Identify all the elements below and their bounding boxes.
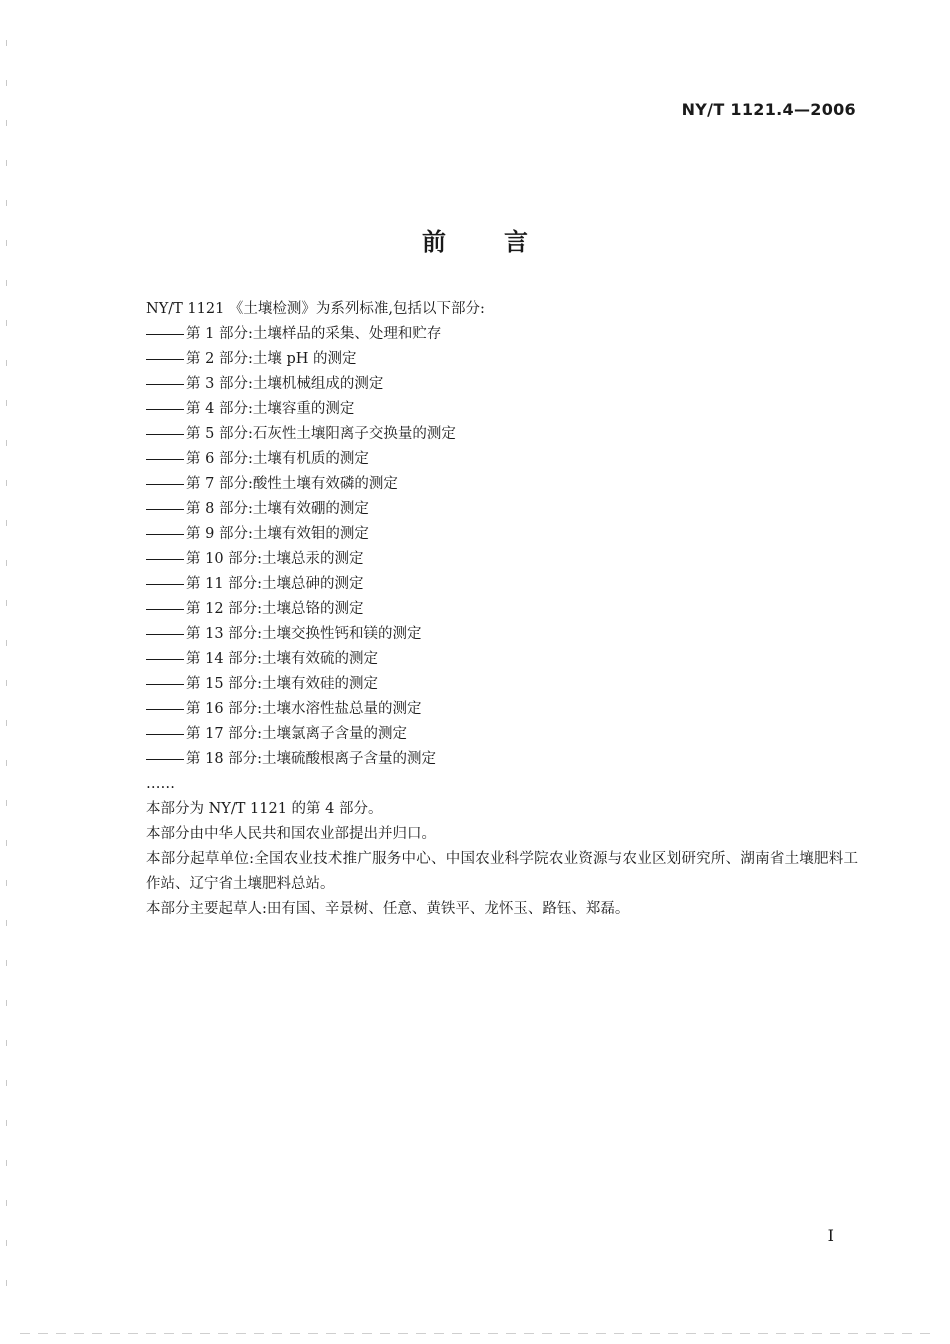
list-item [113, 522, 858, 547]
list-item [113, 697, 858, 722]
list-item [113, 372, 858, 397]
part-label: 第 16 部分:土壤水溶性盐总量的测定 [186, 701, 422, 717]
dash-mark [146, 334, 184, 335]
part-label: 第 2 部分:土壤 pH 的测定 [186, 351, 357, 367]
part-label: 第 5 部分:石灰性土壤阳离子交换量的测定 [186, 426, 456, 442]
list-item [113, 622, 858, 647]
dash-mark [146, 384, 184, 385]
page-number: I [827, 1226, 834, 1245]
list-item [113, 422, 858, 447]
part-label: 第 15 部分:土壤有效硅的测定 [186, 676, 379, 692]
list-item [113, 672, 858, 697]
list-item [113, 722, 858, 747]
list-item [113, 447, 858, 472]
list-item [113, 347, 858, 372]
dash-mark [146, 759, 184, 760]
dash-mark [146, 659, 184, 660]
dash-mark [146, 534, 184, 535]
dash-mark [146, 734, 184, 735]
dash-mark [146, 609, 184, 610]
part-of-statement: 本部分为 NY/T 1121 的第 4 部分。 [146, 801, 383, 817]
part-label: 第 9 部分:土壤有效钼的测定 [186, 526, 369, 542]
drafters-statement: 本部分主要起草人:田有国、辛景树、任意、黄铁平、龙怀玉、路钰、郑磊。 [146, 901, 630, 917]
list-item [113, 747, 858, 772]
part-label: 第 12 部分:土壤总铬的测定 [186, 601, 364, 617]
proposed-by-statement: 本部分由中华人民共和国农业部提出并归口。 [146, 826, 436, 842]
dash-mark [146, 684, 184, 685]
dash-mark [146, 459, 184, 460]
part-label: 第 17 部分:土壤氯离子含量的测定 [186, 726, 408, 742]
foreword-body [113, 297, 858, 922]
list-item [113, 647, 858, 672]
dash-mark [146, 434, 184, 435]
list-item [113, 547, 858, 572]
standard-number: NY/T 1121.4—2006 [681, 100, 856, 119]
list-item [113, 497, 858, 522]
part-label: 第 6 部分:土壤有机质的测定 [186, 451, 369, 467]
ellipsis: …… [146, 776, 175, 792]
list-item [113, 322, 858, 347]
part-label: 第 11 部分:土壤总砷的测定 [186, 576, 364, 592]
part-label: 第 14 部分:土壤有效硫的测定 [186, 651, 379, 667]
part-label: 第 8 部分:土壤有效硼的测定 [186, 501, 369, 517]
part-label: 第 13 部分:土壤交换性钙和镁的测定 [186, 626, 422, 642]
page-scan-edge-bottom [20, 1333, 930, 1334]
page-title: 前言 [422, 228, 586, 256]
dash-mark [146, 634, 184, 635]
list-item [113, 572, 858, 597]
dash-mark [146, 709, 184, 710]
dash-mark [146, 359, 184, 360]
dash-mark [146, 584, 184, 585]
dash-mark [146, 484, 184, 485]
part-label: 第 1 部分:土壤样品的采集、处理和贮存 [186, 326, 442, 342]
drafting-units-statement: 本部分起草单位:全国农业技术推广服务中心、中国农业科学院农业资源与农业区划研究所、湖南省土壤肥料工作站、辽宁省土壤肥料总站。 [146, 851, 858, 892]
list-item [113, 397, 858, 422]
dash-mark [146, 409, 184, 410]
dash-mark [146, 509, 184, 510]
part-label: 第 18 部分:土壤硫酸根离子含量的测定 [186, 751, 437, 767]
list-item [113, 472, 858, 497]
part-label: 第 7 部分:酸性土壤有效磷的测定 [186, 476, 398, 492]
dash-mark [146, 559, 184, 560]
part-label: 第 4 部分:土壤容重的测定 [186, 401, 355, 417]
part-label: 第 10 部分:土壤总汞的测定 [186, 551, 364, 567]
part-label: 第 3 部分:土壤机械组成的测定 [186, 376, 384, 392]
parts-list [113, 322, 858, 772]
list-item [113, 597, 858, 622]
series-intro: NY/T 1121 《土壤检测》为系列标准,包括以下部分: [146, 301, 485, 317]
